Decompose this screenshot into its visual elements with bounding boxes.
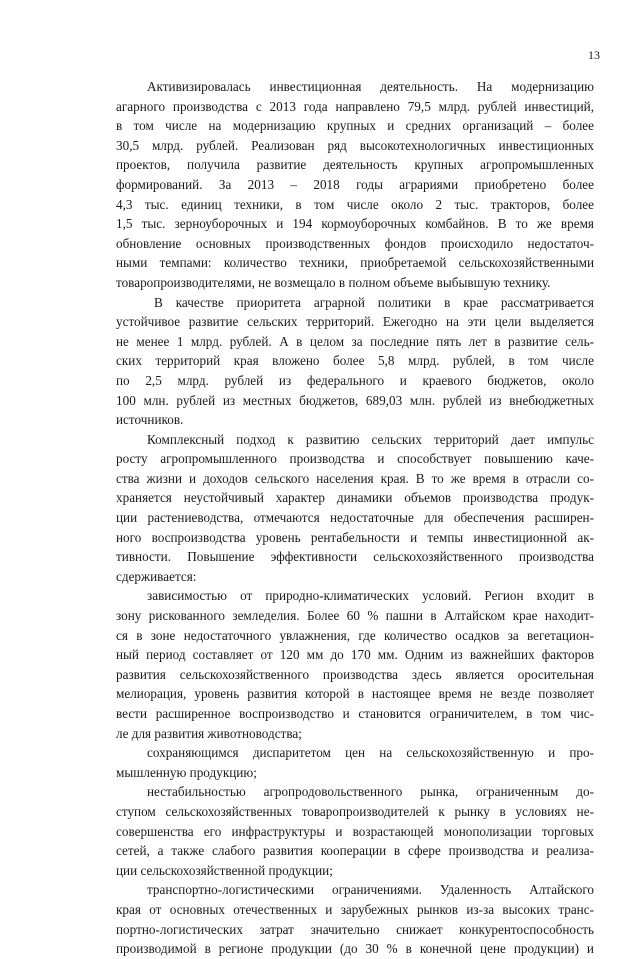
text-line: ный период составляет от 120 мм до 170 мм. Одним из важнейших факторов	[116, 647, 594, 663]
text-line: тивности. Повышение эффективности сельскохозяйственного производства	[116, 549, 594, 565]
paragraph-rural-territories	[116, 293, 594, 430]
text-line: агарного производства с 2013 года направлено 79,5 млрд. рублей инвестиций,	[116, 98, 594, 114]
paragraph-investment	[116, 77, 594, 293]
text-line: мелиорация, уровень развития которой в настоящее время не везде позволяет	[116, 686, 594, 702]
text-line: 30,5 млрд. рублей. Реализован ряд высокотехнологичных инвестиционных	[116, 137, 594, 153]
paragraph-market-instability	[116, 782, 594, 880]
text-line: ного воспроизводства уровень рентабельности и темпы инвестиционной ак-	[116, 529, 594, 545]
paragraph-price-disparity	[116, 743, 594, 782]
text-line: ле для развития животноводства;	[116, 725, 302, 741]
text-line: ными темпами: количество техники, приобретаемой сельскохозяйственными	[116, 255, 594, 271]
text-line: края от основных отечественных и зарубежных рынков из-за высоких транс-	[116, 901, 594, 917]
text-line: проектов, получила развитие деятельность крупных агропромышленных	[116, 157, 594, 173]
text-line: товаропроизводителями, не возмещало в полном объеме выбывшую технику.	[116, 274, 551, 290]
text-line: ства жизни и доходов сельского населения края. В то же время в отрасли со-	[116, 470, 594, 486]
text-line: зависимостью от природно-климатических условий. Регион входит в	[147, 588, 594, 604]
text-line: развития сельскохозяйственного производства здесь является оросительная	[116, 666, 594, 682]
text-line: транспортно-логистическими ограничениями. Удаленность Алтайского	[147, 882, 594, 898]
text-line: нестабильностью агропродовольственного рынка, ограниченным до-	[147, 784, 594, 800]
text-line: обновление основных производственных фондов происходило недостаточ-	[116, 235, 594, 251]
text-line: сетей, а также слабого развития кооперации в сфере производства и реализа-	[116, 843, 594, 859]
text-line: ских территорий края вложено более 5,8 млрд. рублей, в том числе	[116, 353, 594, 369]
text-line: росту агропромышленного производства и способствует повышению каче-	[116, 451, 594, 467]
text-line: устойчивое развитие сельских территорий. Ежегодно на эти цели выделяется	[116, 314, 594, 330]
text-line: сохраняющимся диспаритетом цен на сельскохозяйственную и про-	[147, 745, 594, 761]
text-line: В качестве приоритета аграрной политики в крае рассматривается	[154, 294, 594, 310]
text-line: ции сельскохозяйственной продукции;	[116, 862, 333, 878]
text-line: храняется неустойчивый характер динамики объемов производства продук-	[116, 490, 594, 506]
text-line: Комплексный подход к развитию сельских территорий дает импульс	[147, 431, 594, 447]
text-line: Активизировалась инвестиционная деятельность. На модернизацию	[147, 79, 594, 94]
text-line: не менее 1 млрд. рублей. А в целом за последние пять лет в развитие сель-	[116, 333, 594, 349]
text-line: в том числе на модернизацию крупных и средних организаций – более	[116, 118, 594, 134]
text-line: совершенства его инфраструктуры и возрастающей монополизации торговых	[116, 823, 594, 839]
text-line: зону рискованного земледелия. Более 60 % пашни в Алтайском крае находит-	[116, 608, 594, 624]
text-line: 4,3 тыс. единиц техники, в том числе около 2 тыс. тракторов, более	[116, 196, 594, 212]
paragraph-logistics	[116, 880, 594, 958]
paragraph-climate	[116, 586, 594, 743]
text-line: ции растениеводства, отмечаются недостаточные для обеспечения расширен-	[116, 510, 594, 526]
text-line: 1,5 тыс. зерноуборочных и 194 кормоуборочных комбайнов. В то же время	[116, 216, 594, 232]
text-line: по 2,5 млрд. рублей из федерального и краевого бюджетов, около	[116, 372, 594, 388]
text-line: портно-логистических затрат значительно снижает конкурентоспособность	[116, 921, 594, 937]
text-line: мышленную продукцию;	[116, 764, 257, 780]
text-line: производимой в регионе продукции (до 30 % в конечной цене продукции) и	[116, 941, 594, 957]
text-line: сдерживается:	[116, 568, 197, 584]
text-line: вести расширенное воспроизводство и становится ограничителем, в том чис-	[116, 706, 594, 721]
page-number: 13	[588, 48, 600, 62]
paragraph-complex-approach	[116, 430, 594, 587]
text-line: ся в зоне недостаточного увлажнения, где количество осадков за вегетацион-	[116, 627, 594, 643]
text-line: ступом сельскохозяйственных товаропроизводителей к рынку в условиях не-	[116, 803, 594, 819]
text-line: 100 млн. рублей из местных бюджетов, 689,03 млн. рублей из внебюджетных	[116, 392, 594, 408]
text-line: формирований. За 2013 – 2018 годы аграриями приобретено более	[116, 176, 594, 192]
text-line: источников.	[116, 412, 184, 428]
